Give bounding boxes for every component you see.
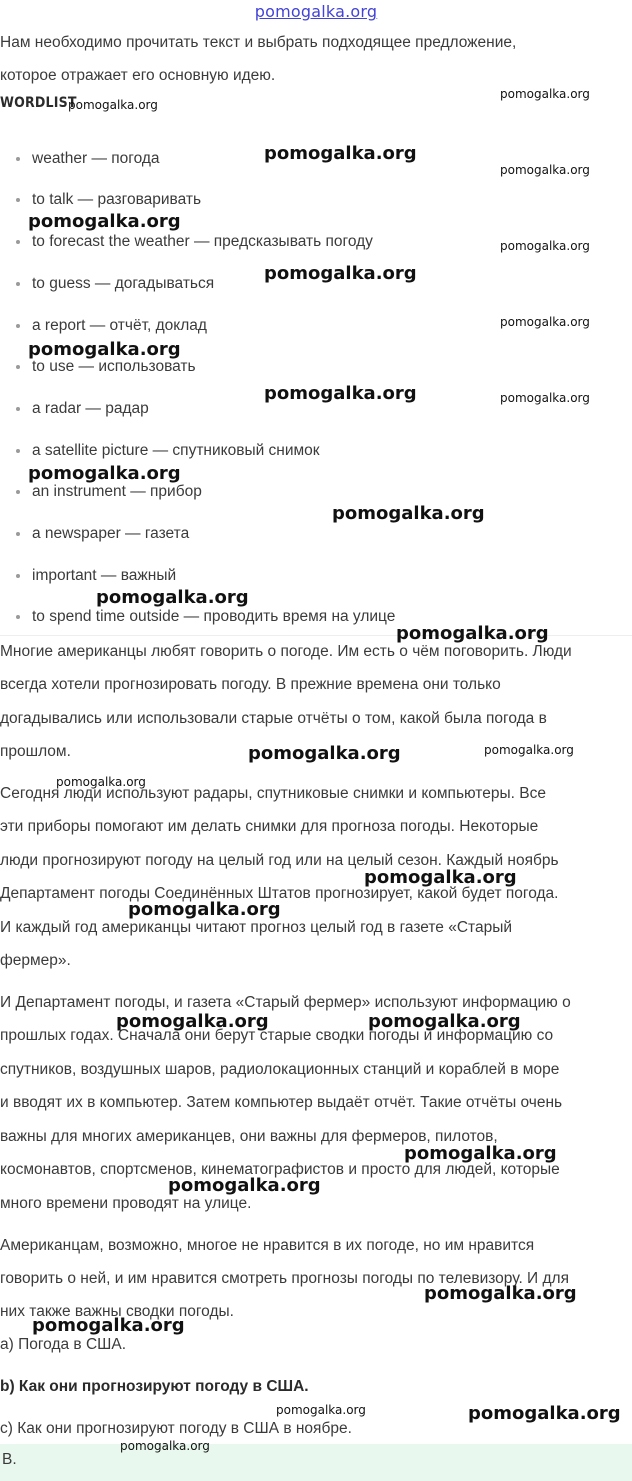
list-item: to forecast the weather — предсказывать погоду bbox=[32, 222, 373, 262]
paragraph-3-line: важны для многих американцев, они важны для фермеров, пилотов, bbox=[0, 1128, 498, 1145]
watermark: pomogalka.org bbox=[96, 587, 249, 608]
watermark: pomogalka.org bbox=[264, 383, 417, 404]
list-item: a report — отчёт, доклад bbox=[32, 306, 207, 346]
answer-band bbox=[0, 1444, 632, 1481]
watermark: pomogalka.org bbox=[28, 463, 181, 484]
watermark: pomogalka.org bbox=[368, 1011, 521, 1032]
paragraph-4-line: Американцам, возможно, многое не нравится в их погоде, но им нравится bbox=[0, 1237, 535, 1254]
watermark: pomogalka.org bbox=[500, 163, 590, 177]
paragraph-3-line: и вводят их в компьютер. Затем компьютер выдаёт отчёт. Такие отчёты очень bbox=[0, 1094, 563, 1111]
watermark: pomogalka.org bbox=[264, 263, 417, 284]
watermark: pomogalka.org bbox=[128, 899, 281, 920]
watermark: pomogalka.org bbox=[332, 503, 485, 524]
watermark: pomogalka.org bbox=[396, 623, 549, 644]
paragraph-1-line: прошлом. bbox=[0, 743, 71, 760]
list-item: important — важный bbox=[32, 556, 176, 596]
watermark: pomogalka.org bbox=[56, 775, 146, 789]
paragraph-1-line: Многие американцы любят говорить о погоде. Им есть о чём поговорить. Люди bbox=[0, 643, 572, 660]
paragraph-4-line: них также важны сводки погоды. bbox=[0, 1303, 234, 1320]
watermark: pomogalka.org bbox=[120, 1439, 210, 1453]
watermark: pomogalka.org bbox=[424, 1283, 577, 1304]
list-item: a newspaper — газета bbox=[32, 514, 189, 554]
paragraph-2-line: Сегодня люди используют радары, спутниковые снимки и компьютеры. Все bbox=[0, 785, 546, 802]
watermark: pomogalka.org bbox=[28, 339, 181, 360]
site-header-link[interactable]: pomogalka.org bbox=[254, 2, 378, 21]
option-a: a) Погода в США. bbox=[0, 1336, 126, 1353]
paragraph-3-line: космонавтов, спортсменов, кинематографистов и просто для людей, которые bbox=[0, 1161, 560, 1178]
watermark: pomogalka.org bbox=[500, 239, 590, 253]
watermark: pomogalka.org bbox=[468, 1403, 621, 1424]
task-line-2: которое отражает его основную идею. bbox=[0, 67, 276, 84]
watermark: pomogalka.org bbox=[68, 98, 158, 112]
watermark: pomogalka.org bbox=[116, 1011, 269, 1032]
answer-text: B. bbox=[2, 1451, 17, 1468]
watermark: pomogalka.org bbox=[484, 743, 574, 757]
paragraph-2-line: И каждый год американцы читают прогноз целый год в газете «Старый bbox=[0, 919, 512, 936]
list-item: weather — погода bbox=[32, 139, 160, 179]
paragraph-3-line: много времени проводят на улице. bbox=[0, 1195, 252, 1212]
list-item: a radar — радар bbox=[32, 389, 149, 429]
watermark: pomogalka.org bbox=[404, 1143, 557, 1164]
list-item: to guess — догадываться bbox=[32, 264, 214, 304]
task-line-1: Нам необходимо прочитать текст и выбрать подходящее предложение, bbox=[0, 34, 517, 51]
watermark: pomogalka.org bbox=[500, 315, 590, 329]
list-item: an instrument — прибор bbox=[32, 472, 202, 512]
option-b: b) Как они прогнозируют погоду в США. bbox=[0, 1378, 309, 1395]
watermark: pomogalka.org bbox=[32, 1315, 185, 1336]
watermark: pomogalka.org bbox=[500, 87, 590, 101]
list-item: a satellite picture — спутниковый снимок bbox=[32, 431, 320, 471]
paragraph-2-line: люди прогнозируют погоду на целый год или на целый сезон. Каждый ноябрь bbox=[0, 852, 559, 869]
watermark: pomogalka.org bbox=[264, 143, 417, 164]
watermark: pomogalka.org bbox=[28, 211, 181, 232]
list-item: to spend time outside — проводить время на улице bbox=[32, 597, 395, 637]
paragraph-2-line: фермер». bbox=[0, 952, 71, 969]
wordlist-title: WORDLIST bbox=[0, 95, 77, 111]
paragraph-3-line: И Департамент погоды, и газета «Старый фермер» используют информацию о bbox=[0, 994, 571, 1011]
paragraph-2-line: Департамент погоды Соединённых Штатов прогнозирует, какой будет погода. bbox=[0, 885, 559, 902]
watermark: pomogalka.org bbox=[248, 743, 401, 764]
list-item: to use — использовать bbox=[32, 347, 196, 387]
paragraph-3-line: прошлых годах. Сначала они берут старые сводки погоды и информацию со bbox=[0, 1027, 554, 1044]
list-item: to talk — разговаривать bbox=[32, 180, 201, 220]
paragraph-3-line: спутников, воздушных шаров, радиолокационных станций и кораблей в море bbox=[0, 1061, 560, 1078]
watermark: pomogalka.org bbox=[276, 1403, 366, 1417]
option-c: c) Как они прогнозируют погоду в США в ноябре. bbox=[0, 1420, 352, 1437]
paragraph-2-line: эти приборы помогают им делать снимки для прогноза погоды. Некоторые bbox=[0, 818, 539, 835]
watermark: pomogalka.org bbox=[364, 867, 517, 888]
paragraph-1-line: всегда хотели прогнозировать погоду. В прежние времена они только bbox=[0, 676, 501, 693]
watermark: pomogalka.org bbox=[500, 391, 590, 405]
watermark: pomogalka.org bbox=[168, 1175, 321, 1196]
paragraph-1-line: догадывались или использовали старые отчёты о том, какой была погода в bbox=[0, 710, 547, 727]
paragraph-4-line: говорить о ней, и им нравится смотреть прогнозы погоды по телевизору. И для bbox=[0, 1270, 569, 1287]
